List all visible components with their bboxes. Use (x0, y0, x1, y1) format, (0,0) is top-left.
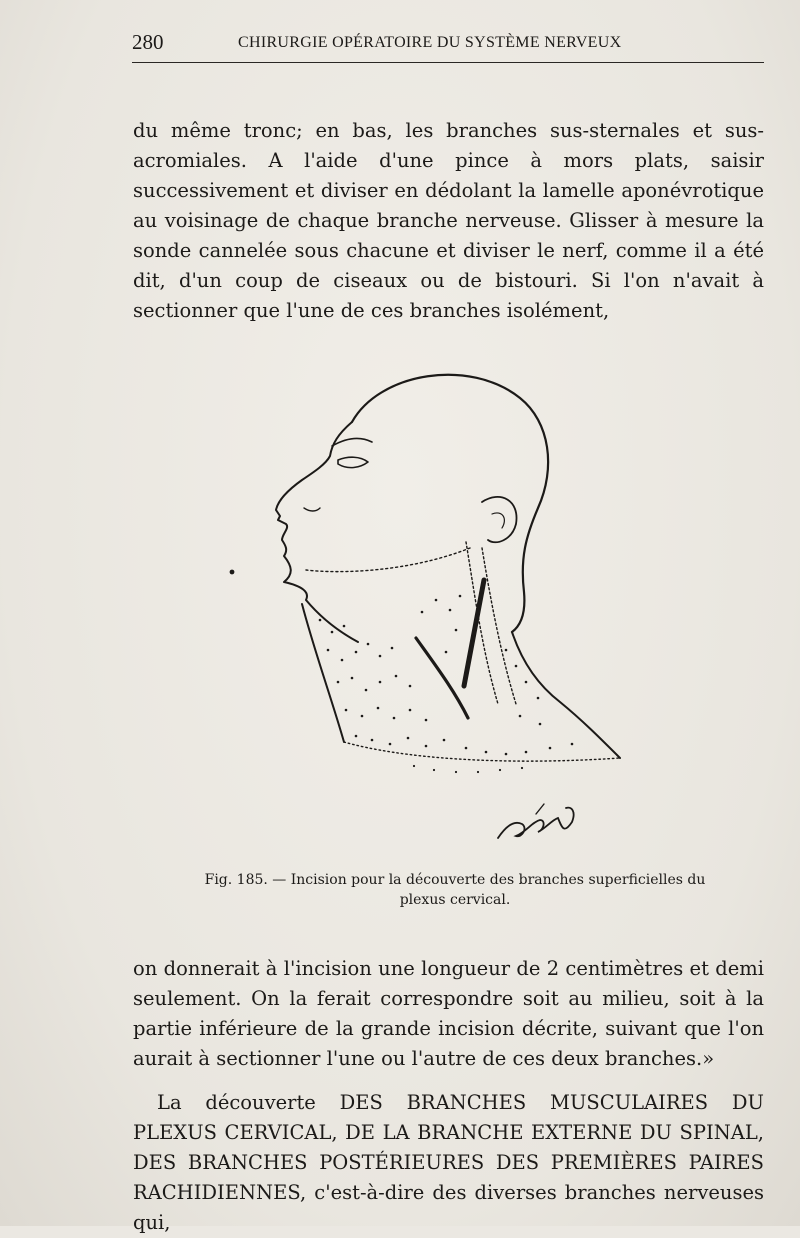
eye (338, 457, 368, 467)
figure-caption: Fig. 185. — Incision pour la découverte des branches superficielles du plexus cervical. (204, 872, 706, 908)
neck-front (302, 604, 344, 742)
jaw-line (306, 548, 470, 572)
head-outline (352, 375, 548, 632)
paragraph-top: du même tronc; en bas, les branches sus-sternales et sus-acromiales. A l'aide d'une pince à mors plats, saisir successivement et diviser en dédolant la lamelle aponévrotique au voisinage de chaque branche nerveuse. Glisser à mesure la sonde cannelée sous chacune et diviser le nerf, comme il a été dit, d'un coup de ciseaux ou de bistouri. Si l'on n'avait à sectionner que l'une de ces branches isolément, (133, 118, 764, 322)
ear (482, 497, 517, 542)
paragraph-next: La découverte DES BRANCHES MUSCULAIRES DU PLEXUS CERVICAL, DE LA BRANCHE EXTERNE DU SPINAL, DES BRANCHES POSTÉRIEURES DES PREMIÈRES PAIRES RACHIDIENNES, c'est-à-dire des diverses branches nerveuses qui, (133, 1090, 764, 1234)
page-header (132, 30, 764, 63)
figure-illustration (220, 360, 640, 840)
face-profile (276, 422, 358, 642)
running-head: CHIRURGIE OPÉRATOIRE DU SYSTÈME NERVEUX (238, 34, 622, 51)
nose (304, 508, 320, 511)
shading-dots (230, 570, 574, 774)
page-number: 280 (132, 30, 164, 54)
chest-base (344, 742, 620, 761)
paragraph-continued: on donnerait à l'incision une longueur de 2 centimètres et demi seulement. On la ferait correspondre soit au milieu, soit à la partie inférieure de la grande incision décrite, suivant que l'on aurait à sectionner l'une ou l'autre de ces deux branches.» (133, 956, 764, 1070)
sternomastoid (466, 542, 498, 704)
neck-back (512, 632, 620, 758)
retractor (416, 638, 468, 718)
artist-signature (492, 798, 582, 850)
